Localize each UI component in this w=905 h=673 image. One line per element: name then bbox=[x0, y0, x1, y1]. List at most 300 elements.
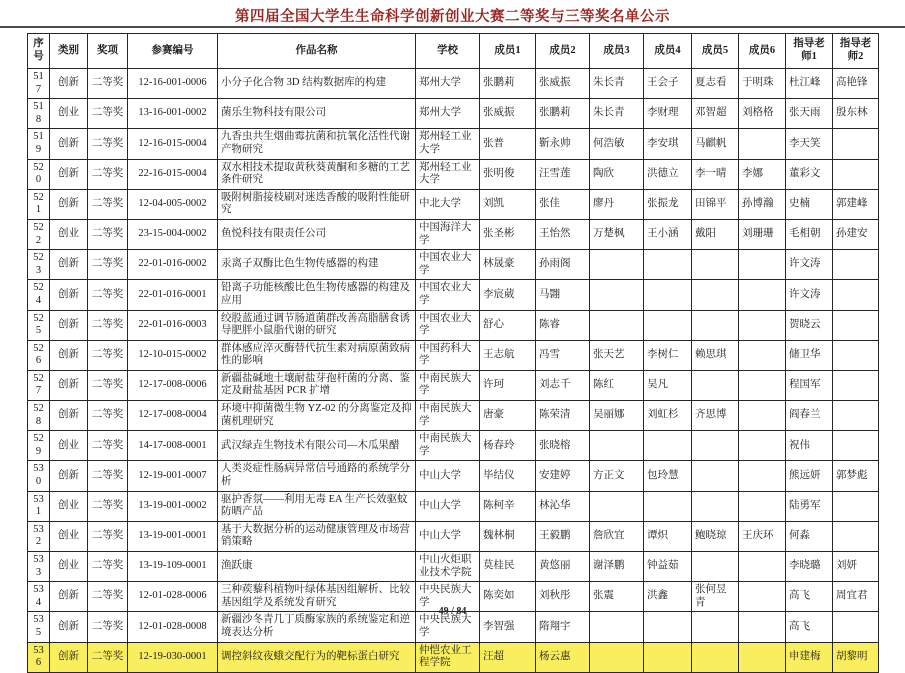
cell-member-4: 包玲慧 bbox=[644, 461, 692, 491]
cell-member-1: 杨春玲 bbox=[480, 431, 536, 461]
table-header-row bbox=[28, 34, 879, 69]
cell-work-title: 基于大数据分析的运动健康管理及市场营销策略 bbox=[218, 521, 416, 551]
cell-school: 中国农业大学 bbox=[416, 280, 480, 310]
cell-school: 中山大学 bbox=[416, 491, 480, 521]
cell-member-4: 李树仁 bbox=[644, 340, 692, 370]
cell-member-6: 孙博瀚 bbox=[739, 189, 786, 219]
cell-advisor-2 bbox=[833, 401, 879, 431]
cell-member-3: 张震 bbox=[590, 582, 644, 612]
cell-advisor-1: 毛相朝 bbox=[786, 219, 833, 249]
cell-school: 中南民族大学 bbox=[416, 401, 480, 431]
cell-no: 522 bbox=[28, 219, 50, 249]
cell-advisor-1: 张天雨 bbox=[786, 99, 833, 129]
cell-member-1: 魏林桐 bbox=[480, 521, 536, 551]
header-col-8: 成员3 bbox=[590, 34, 644, 69]
cell-advisor-1: 申建梅 bbox=[786, 642, 833, 672]
cell-member-2: 陈荣清 bbox=[536, 401, 590, 431]
cell-member-6 bbox=[739, 461, 786, 491]
cell-member-2: 刘秋彤 bbox=[536, 582, 590, 612]
cell-member-6 bbox=[739, 340, 786, 370]
cell-member-4: 李财理 bbox=[644, 99, 692, 129]
cell-award: 二等奖 bbox=[88, 310, 128, 340]
cell-award: 二等奖 bbox=[88, 189, 128, 219]
cell-work-title: 双水相技术提取黄秋葵黄酮和多糖的工艺条件研究 bbox=[218, 159, 416, 189]
cell-school: 中山大学 bbox=[416, 461, 480, 491]
cell-member-6 bbox=[739, 642, 786, 672]
cell-advisor-1: 李天笑 bbox=[786, 129, 833, 159]
cell-award: 二等奖 bbox=[88, 521, 128, 551]
cell-entry-no: 12-01-028-0008 bbox=[128, 612, 218, 642]
cell-category: 创新 bbox=[50, 280, 88, 310]
cell-member-1: 王志航 bbox=[480, 340, 536, 370]
cell-member-1: 许珂 bbox=[480, 370, 536, 400]
cell-award: 二等奖 bbox=[88, 461, 128, 491]
cell-work-title: 三种蒺藜科植物叶绿体基因组解析、比较基因组学及系统发育研究 bbox=[218, 582, 416, 612]
cell-member-5 bbox=[692, 642, 739, 672]
cell-member-6: 刘珊珊 bbox=[739, 219, 786, 249]
cell-member-5 bbox=[692, 431, 739, 461]
cell-member-2: 陈睿 bbox=[536, 310, 590, 340]
cell-entry-no: 12-19-001-0007 bbox=[128, 461, 218, 491]
cell-no: 533 bbox=[28, 552, 50, 582]
cell-award: 二等奖 bbox=[88, 642, 128, 672]
cell-member-6 bbox=[739, 401, 786, 431]
cell-category: 创业 bbox=[50, 431, 88, 461]
cell-advisor-1: 祝伟 bbox=[786, 431, 833, 461]
cell-no: 532 bbox=[28, 521, 50, 551]
table-body bbox=[28, 69, 879, 673]
cell-entry-no: 22-16-015-0004 bbox=[128, 159, 218, 189]
table-row-525 bbox=[28, 310, 879, 340]
header-col-4: 作品名称 bbox=[218, 34, 416, 69]
cell-member-6 bbox=[739, 370, 786, 400]
page-number: 49 / 84 bbox=[438, 606, 467, 617]
cell-award: 二等奖 bbox=[88, 159, 128, 189]
header-col-12: 指导老师1 bbox=[786, 34, 833, 69]
cell-member-5: 戴阳 bbox=[692, 219, 739, 249]
cell-no: 519 bbox=[28, 129, 50, 159]
cell-member-2: 张佳 bbox=[536, 189, 590, 219]
cell-member-2: 马翾 bbox=[536, 280, 590, 310]
cell-entry-no: 22-01-016-0003 bbox=[128, 310, 218, 340]
header-col-2: 奖项 bbox=[88, 34, 128, 69]
cell-work-title: 汞离子双酶比色生物传感器的构建 bbox=[218, 250, 416, 280]
cell-award: 二等奖 bbox=[88, 69, 128, 99]
cell-award: 二等奖 bbox=[88, 431, 128, 461]
cell-no: 521 bbox=[28, 189, 50, 219]
cell-no: 530 bbox=[28, 461, 50, 491]
cell-advisor-1: 董彩文 bbox=[786, 159, 833, 189]
header-col-1: 类别 bbox=[50, 34, 88, 69]
cell-advisor-1: 许文涛 bbox=[786, 250, 833, 280]
cell-school: 中央民族大学 bbox=[416, 582, 480, 612]
table-row-523 bbox=[28, 250, 879, 280]
cell-advisor-1: 贺晓云 bbox=[786, 310, 833, 340]
cell-member-3: 吴丽娜 bbox=[590, 401, 644, 431]
cell-advisor-2 bbox=[833, 129, 879, 159]
cell-member-3: 陶欣 bbox=[590, 159, 644, 189]
cell-advisor-1: 史楠 bbox=[786, 189, 833, 219]
cell-member-4: 王小涵 bbox=[644, 219, 692, 249]
cell-category: 创新 bbox=[50, 370, 88, 400]
cell-work-title: 新疆盐碱地土壤耐盐芽孢杆菌的分离、鉴定及耐盐基因 PCR 扩增 bbox=[218, 370, 416, 400]
cell-entry-no: 12-17-008-0006 bbox=[128, 370, 218, 400]
cell-advisor-1: 高飞 bbox=[786, 582, 833, 612]
cell-category: 创新 bbox=[50, 250, 88, 280]
cell-entry-no: 13-19-109-0001 bbox=[128, 552, 218, 582]
cell-member-3: 朱长青 bbox=[590, 69, 644, 99]
cell-work-title: 绞股蓝通过调节肠道菌群改善高脂膳食诱导肥胖小鼠脂代谢的研究 bbox=[218, 310, 416, 340]
cell-school: 中国药科大学 bbox=[416, 340, 480, 370]
cell-work-title: 九香虫共生烟曲霉抗菌和抗氧化活性代谢产物研究 bbox=[218, 129, 416, 159]
table-row-527 bbox=[28, 370, 879, 400]
cell-member-1: 张圣彬 bbox=[480, 219, 536, 249]
cell-member-4: 王会子 bbox=[644, 69, 692, 99]
header-col-7: 成员2 bbox=[536, 34, 590, 69]
cell-advisor-2: 周宜君 bbox=[833, 582, 879, 612]
cell-school: 郑州大学 bbox=[416, 99, 480, 129]
cell-member-6: 王庆环 bbox=[739, 521, 786, 551]
cell-work-title: 渔跃康 bbox=[218, 552, 416, 582]
cell-member-4: 张振龙 bbox=[644, 189, 692, 219]
cell-member-1: 陈奕如 bbox=[480, 582, 536, 612]
cell-entry-no: 14-17-008-0001 bbox=[128, 431, 218, 461]
cell-category: 创新 bbox=[50, 159, 88, 189]
cell-entry-no: 22-01-016-0002 bbox=[128, 250, 218, 280]
cell-member-4 bbox=[644, 642, 692, 672]
cell-member-1: 毕结仪 bbox=[480, 461, 536, 491]
table-row-526 bbox=[28, 340, 879, 370]
table-head bbox=[28, 34, 879, 69]
cell-member-4: 钟益茹 bbox=[644, 552, 692, 582]
cell-member-2: 张晓榕 bbox=[536, 431, 590, 461]
cell-no: 524 bbox=[28, 280, 50, 310]
cell-work-title: 吸附树脂接枝刷对迷迭香酸的吸附性能研究 bbox=[218, 189, 416, 219]
cell-category: 创新 bbox=[50, 401, 88, 431]
cell-member-3 bbox=[590, 250, 644, 280]
cell-member-3 bbox=[590, 280, 644, 310]
title-divider bbox=[0, 26, 905, 28]
cell-member-2: 隋翔宇 bbox=[536, 612, 590, 642]
cell-award: 二等奖 bbox=[88, 250, 128, 280]
cell-award: 二等奖 bbox=[88, 99, 128, 129]
cell-member-3: 张天艺 bbox=[590, 340, 644, 370]
cell-category: 创新 bbox=[50, 129, 88, 159]
header-col-0: 序号 bbox=[28, 34, 50, 69]
cell-no: 535 bbox=[28, 612, 50, 642]
table-row-520 bbox=[28, 159, 879, 189]
cell-advisor-2 bbox=[833, 159, 879, 189]
cell-school: 中国农业大学 bbox=[416, 250, 480, 280]
cell-member-2: 孙雨阁 bbox=[536, 250, 590, 280]
table-row-536 bbox=[28, 642, 879, 672]
cell-member-2: 张威振 bbox=[536, 69, 590, 99]
cell-no: 536 bbox=[28, 642, 50, 672]
cell-work-title: 铅离子功能核酸比色生物传感器的构建及应用 bbox=[218, 280, 416, 310]
cell-member-5 bbox=[692, 461, 739, 491]
cell-entry-no: 13-19-001-0002 bbox=[128, 491, 218, 521]
cell-advisor-1: 杜江峰 bbox=[786, 69, 833, 99]
cell-school: 仲恺农业工程学院 bbox=[416, 642, 480, 672]
cell-work-title: 群体感应淬灭酶替代抗生素对病原菌致病性的影响 bbox=[218, 340, 416, 370]
cell-advisor-1: 何淼 bbox=[786, 521, 833, 551]
header-col-3: 参赛编号 bbox=[128, 34, 218, 69]
cell-member-6 bbox=[739, 280, 786, 310]
cell-member-2: 张鹏莉 bbox=[536, 99, 590, 129]
cell-member-6: 李娜 bbox=[739, 159, 786, 189]
cell-member-6 bbox=[739, 310, 786, 340]
cell-member-5 bbox=[692, 250, 739, 280]
cell-work-title: 菌乐生物科技有限公司 bbox=[218, 99, 416, 129]
cell-member-4 bbox=[644, 310, 692, 340]
cell-category: 创业 bbox=[50, 99, 88, 129]
cell-member-3: 万楚枫 bbox=[590, 219, 644, 249]
cell-member-5: 邓智超 bbox=[692, 99, 739, 129]
cell-work-title: 武汉绿垚生物技术有限公司—木瓜果醋 bbox=[218, 431, 416, 461]
cell-work-title: 新疆沙冬青几丁质酶家族的系统鉴定和逆境表达分析 bbox=[218, 612, 416, 642]
cell-advisor-2 bbox=[833, 280, 879, 310]
cell-no: 531 bbox=[28, 491, 50, 521]
cell-entry-no: 12-19-030-0001 bbox=[128, 642, 218, 672]
cell-member-4: 谭炽 bbox=[644, 521, 692, 551]
cell-member-3: 何浩敏 bbox=[590, 129, 644, 159]
header-col-9: 成员4 bbox=[644, 34, 692, 69]
cell-entry-no: 23-15-004-0002 bbox=[128, 219, 218, 249]
cell-member-3: 朱长青 bbox=[590, 99, 644, 129]
cell-category: 创新 bbox=[50, 69, 88, 99]
cell-no: 518 bbox=[28, 99, 50, 129]
table-row-518 bbox=[28, 99, 879, 129]
header-col-10: 成员5 bbox=[692, 34, 739, 69]
table-row-521 bbox=[28, 189, 879, 219]
cell-award: 二等奖 bbox=[88, 582, 128, 612]
cell-member-3: 詹欣宜 bbox=[590, 521, 644, 551]
cell-school: 中南民族大学 bbox=[416, 431, 480, 461]
cell-member-6 bbox=[739, 431, 786, 461]
cell-work-title: 人类炎症性肠病异常信号通路的系统学分析 bbox=[218, 461, 416, 491]
cell-school: 中南民族大学 bbox=[416, 370, 480, 400]
cell-work-title: 驱护香氛——利用无毒 EA 生产长效驱蚊防晒产品 bbox=[218, 491, 416, 521]
cell-member-1: 张普 bbox=[480, 129, 536, 159]
cell-category: 创新 bbox=[50, 642, 88, 672]
cell-member-1: 李宸葳 bbox=[480, 280, 536, 310]
cell-school: 中央民族大学 bbox=[416, 612, 480, 642]
cell-member-6 bbox=[739, 250, 786, 280]
cell-category: 创新 bbox=[50, 189, 88, 219]
table-row-529 bbox=[28, 431, 879, 461]
cell-advisor-2: 郭梦彪 bbox=[833, 461, 879, 491]
cell-no: 517 bbox=[28, 69, 50, 99]
cell-member-1: 林晟豪 bbox=[480, 250, 536, 280]
cell-school: 中山火炬职业技术学院 bbox=[416, 552, 480, 582]
cell-member-6: 于明珠 bbox=[739, 69, 786, 99]
cell-no: 525 bbox=[28, 310, 50, 340]
cell-award: 二等奖 bbox=[88, 129, 128, 159]
cell-member-3 bbox=[590, 310, 644, 340]
cell-award: 二等奖 bbox=[88, 491, 128, 521]
cell-entry-no: 12-10-015-0002 bbox=[128, 340, 218, 370]
cell-member-3 bbox=[590, 642, 644, 672]
cell-member-5: 鲍晓琼 bbox=[692, 521, 739, 551]
cell-member-3: 廖丹 bbox=[590, 189, 644, 219]
cell-member-6 bbox=[739, 491, 786, 521]
cell-school: 中山大学 bbox=[416, 521, 480, 551]
cell-no: 534 bbox=[28, 582, 50, 612]
table-row-533 bbox=[28, 552, 879, 582]
cell-advisor-1: 李晓璐 bbox=[786, 552, 833, 582]
cell-member-2: 刘志千 bbox=[536, 370, 590, 400]
cell-member-6: 刘格格 bbox=[739, 99, 786, 129]
cell-entry-no: 22-01-016-0001 bbox=[128, 280, 218, 310]
cell-member-4 bbox=[644, 250, 692, 280]
cell-member-5: 齐思博 bbox=[692, 401, 739, 431]
cell-advisor-2: 刘妍 bbox=[833, 552, 879, 582]
cell-category: 创业 bbox=[50, 521, 88, 551]
cell-member-4: 刘虹杉 bbox=[644, 401, 692, 431]
table-row-522 bbox=[28, 219, 879, 249]
cell-category: 创新 bbox=[50, 310, 88, 340]
cell-advisor-2: 郭建峰 bbox=[833, 189, 879, 219]
cell-advisor-1: 高飞 bbox=[786, 612, 833, 642]
cell-member-1: 张鹏莉 bbox=[480, 69, 536, 99]
cell-entry-no: 12-16-001-0006 bbox=[128, 69, 218, 99]
table-row-524 bbox=[28, 280, 879, 310]
cell-member-4: 洪鑫 bbox=[644, 582, 692, 612]
cell-member-5: 田锦平 bbox=[692, 189, 739, 219]
header-col-11: 成员6 bbox=[739, 34, 786, 69]
cell-school: 中北大学 bbox=[416, 189, 480, 219]
cell-advisor-2 bbox=[833, 340, 879, 370]
cell-award: 二等奖 bbox=[88, 401, 128, 431]
cell-award: 二等奖 bbox=[88, 612, 128, 642]
cell-member-5: 夏志看 bbox=[692, 69, 739, 99]
awards-table bbox=[27, 33, 879, 673]
cell-member-4 bbox=[644, 431, 692, 461]
cell-work-title: 环境中抑菌微生物 YZ-02 的分离鉴定及抑菌机理研究 bbox=[218, 401, 416, 431]
header-col-13: 指导老师2 bbox=[833, 34, 879, 69]
cell-member-2: 杨云惠 bbox=[536, 642, 590, 672]
table-row-530 bbox=[28, 461, 879, 491]
cell-advisor-2 bbox=[833, 491, 879, 521]
cell-no: 523 bbox=[28, 250, 50, 280]
cell-member-1: 陈柯辛 bbox=[480, 491, 536, 521]
cell-work-title: 小分子化合物 3D 结构数据库的构建 bbox=[218, 69, 416, 99]
cell-school: 中国海洋大学 bbox=[416, 219, 480, 249]
cell-award: 二等奖 bbox=[88, 219, 128, 249]
cell-advisor-1: 陆勇军 bbox=[786, 491, 833, 521]
cell-member-4: 吴凡 bbox=[644, 370, 692, 400]
table-row-528 bbox=[28, 401, 879, 431]
cell-member-4 bbox=[644, 491, 692, 521]
cell-member-1: 汪超 bbox=[480, 642, 536, 672]
cell-category: 创业 bbox=[50, 491, 88, 521]
table-row-519 bbox=[28, 129, 879, 159]
cell-member-6 bbox=[739, 552, 786, 582]
cell-member-5: 张何昱青 bbox=[692, 582, 739, 612]
cell-entry-no: 12-01-028-0006 bbox=[128, 582, 218, 612]
cell-member-3: 陈红 bbox=[590, 370, 644, 400]
cell-member-5: 马麒帆 bbox=[692, 129, 739, 159]
cell-work-title: 调控斜纹夜蛾交配行为的靶标蛋白研究 bbox=[218, 642, 416, 672]
cell-member-5 bbox=[692, 491, 739, 521]
cell-member-5 bbox=[692, 310, 739, 340]
cell-advisor-1: 熊远妍 bbox=[786, 461, 833, 491]
cell-member-2: 林沁华 bbox=[536, 491, 590, 521]
cell-award: 二等奖 bbox=[88, 370, 128, 400]
cell-member-1: 刘凯 bbox=[480, 189, 536, 219]
cell-member-6 bbox=[739, 129, 786, 159]
cell-no: 527 bbox=[28, 370, 50, 400]
cell-member-2: 汪雪莲 bbox=[536, 159, 590, 189]
cell-member-4 bbox=[644, 280, 692, 310]
cell-member-5 bbox=[692, 552, 739, 582]
cell-no: 529 bbox=[28, 431, 50, 461]
cell-advisor-2 bbox=[833, 521, 879, 551]
cell-no: 528 bbox=[28, 401, 50, 431]
cell-advisor-2: 高艳锋 bbox=[833, 69, 879, 99]
cell-entry-no: 13-16-001-0002 bbox=[128, 99, 218, 129]
cell-category: 创新 bbox=[50, 612, 88, 642]
cell-no: 520 bbox=[28, 159, 50, 189]
cell-member-1: 唐豪 bbox=[480, 401, 536, 431]
cell-member-1: 莫桂民 bbox=[480, 552, 536, 582]
cell-advisor-2 bbox=[833, 310, 879, 340]
cell-advisor-2: 孙建安 bbox=[833, 219, 879, 249]
cell-member-2: 王怡然 bbox=[536, 219, 590, 249]
header-col-5: 学校 bbox=[416, 34, 480, 69]
cell-member-2: 靳永帅 bbox=[536, 129, 590, 159]
cell-school: 郑州轻工业大学 bbox=[416, 159, 480, 189]
cell-award: 二等奖 bbox=[88, 552, 128, 582]
cell-member-1: 舒心 bbox=[480, 310, 536, 340]
cell-member-2: 冯雪 bbox=[536, 340, 590, 370]
table-row-517 bbox=[28, 69, 879, 99]
cell-school: 郑州轻工业大学 bbox=[416, 129, 480, 159]
cell-member-1: 李智强 bbox=[480, 612, 536, 642]
cell-member-3 bbox=[590, 431, 644, 461]
cell-no: 526 bbox=[28, 340, 50, 370]
cell-member-2: 安建婷 bbox=[536, 461, 590, 491]
cell-category: 创业 bbox=[50, 219, 88, 249]
cell-entry-no: 12-04-005-0002 bbox=[128, 189, 218, 219]
cell-work-title: 鱼悦科技有限责任公司 bbox=[218, 219, 416, 249]
cell-advisor-2: 殷东林 bbox=[833, 99, 879, 129]
cell-entry-no: 12-17-008-0004 bbox=[128, 401, 218, 431]
cell-award: 二等奖 bbox=[88, 340, 128, 370]
table-row-531 bbox=[28, 491, 879, 521]
table-row-532 bbox=[28, 521, 879, 551]
cell-member-5: 赖思琪 bbox=[692, 340, 739, 370]
cell-advisor-2 bbox=[833, 370, 879, 400]
cell-member-3 bbox=[590, 491, 644, 521]
cell-advisor-2 bbox=[833, 431, 879, 461]
cell-category: 创新 bbox=[50, 461, 88, 491]
cell-advisor-1: 储卫华 bbox=[786, 340, 833, 370]
cell-category: 创新 bbox=[50, 582, 88, 612]
cell-advisor-2 bbox=[833, 250, 879, 280]
cell-advisor-1: 许文涛 bbox=[786, 280, 833, 310]
cell-member-1: 张明俊 bbox=[480, 159, 536, 189]
cell-member-1: 张威振 bbox=[480, 99, 536, 129]
cell-member-3: 方正文 bbox=[590, 461, 644, 491]
cell-advisor-2: 胡黎明 bbox=[833, 642, 879, 672]
cell-member-4: 洪德立 bbox=[644, 159, 692, 189]
cell-advisor-1: 阎春兰 bbox=[786, 401, 833, 431]
cell-entry-no: 13-19-001-0001 bbox=[128, 521, 218, 551]
cell-member-2: 黄悠丽 bbox=[536, 552, 590, 582]
cell-category: 创业 bbox=[50, 552, 88, 582]
cell-school: 郑州大学 bbox=[416, 69, 480, 99]
